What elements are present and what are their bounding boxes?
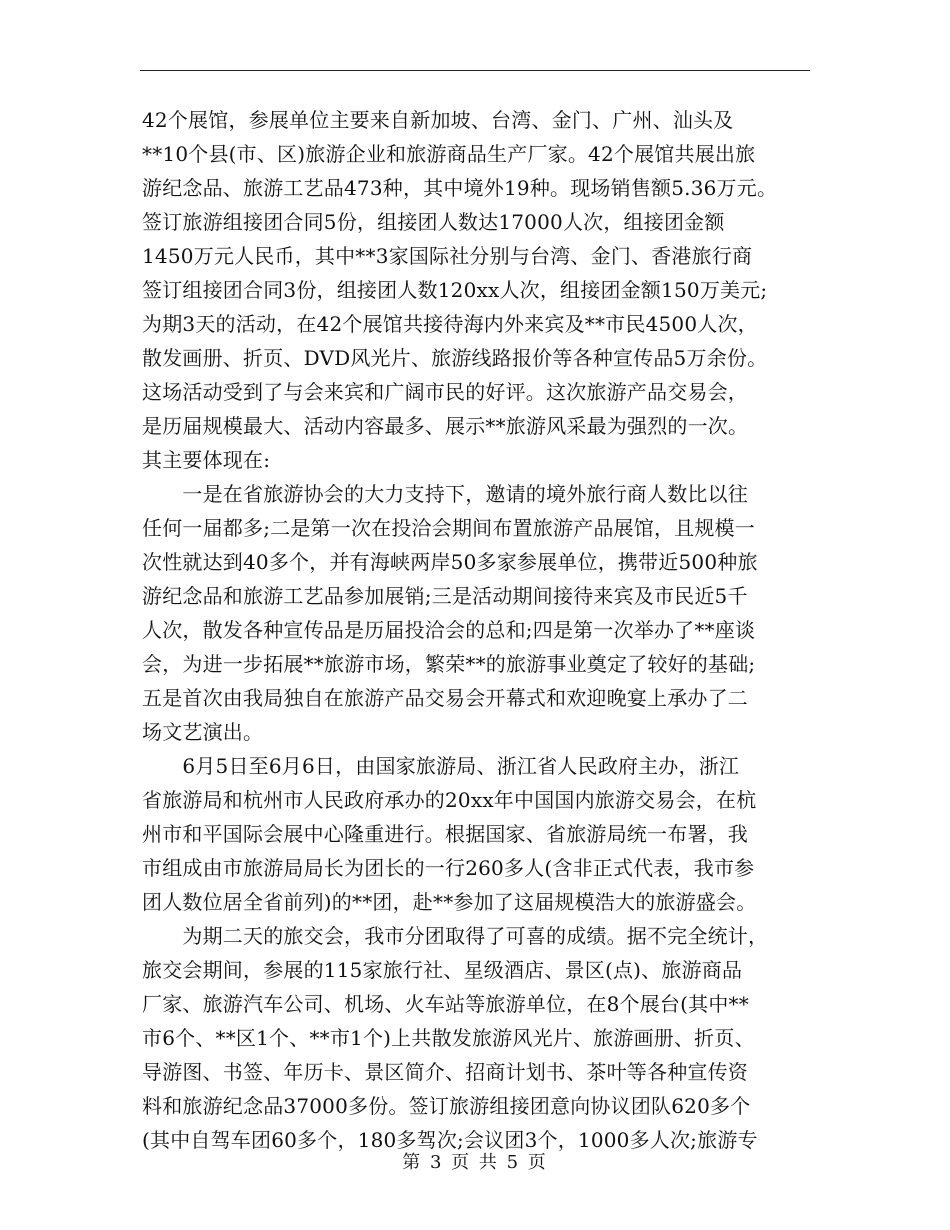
text-line: 市6个、**区1个、**市1个)上共散发旅游风光片、旅游画册、折页、 xyxy=(142,1026,755,1050)
text-line: 料和旅游纪念品37000多份。签订旅游组接团意向协议团队620多个 xyxy=(142,1094,751,1118)
header-rule xyxy=(140,70,810,71)
text-line: 次性就达到40多个，并有海峡两岸50多家参展单位，携带近500种旅 xyxy=(142,550,758,574)
text-line: 一是在省旅游协会的大力支持下，邀请的境外旅行商人数比以往 xyxy=(142,482,748,506)
text-line: 游纪念品和旅游工艺品参加展销;三是活动期间接待来宾及市民近5千 xyxy=(142,584,748,608)
text-line: 旅交会期间，参展的115家旅行社、星级酒店、景区(点)、旅游商品 xyxy=(142,958,743,982)
text-line: 任何一届都多;二是第一次在投洽会期间布置旅游产品展馆，且规模一 xyxy=(142,516,755,540)
text-line: 会，为进一步拓展**旅游市场，繁荣**的旅游事业奠定了较好的基础; xyxy=(142,652,756,676)
text-line: 签订旅游组接团合同5份，组接团人数达17000人次，组接团金额 xyxy=(142,210,725,234)
text-line: 这场活动受到了与会来宾和广阔市民的好评。这次旅游产品交易会， xyxy=(142,380,748,404)
text-line: 其主要体现在: xyxy=(142,448,271,472)
text-line: 是历届规模最大、活动内容最多、展示**旅游风采最为强烈的一次。 xyxy=(142,414,749,438)
text-line: 州市和平国际会展中心隆重进行。根据国家、省旅游局统一布署，我 xyxy=(142,822,748,846)
text-line: 6月5日至6月6日，由国家旅游局、浙江省人民政府主办，浙江 xyxy=(142,754,740,778)
text-line: 签订组接团合同3份，组接团人数120xx人次，组接团金额150万美元; xyxy=(142,278,768,302)
text-line: 场文艺演出。 xyxy=(142,720,264,744)
text-line: 省旅游局和杭州市人民政府承办的20xx年中国国内旅游交易会，在杭 xyxy=(142,788,757,812)
text-line: 五是首次由我局独自在旅游产品交易会开幕式和欢迎晚宴上承办了二 xyxy=(142,686,748,710)
text-line: 1450万元人民币，其中**3家国际社分别与台湾、金门、香港旅行商 xyxy=(142,244,753,268)
text-line: 人次，散发各种宣传品是历届投洽会的总和;四是第一次举办了**座谈 xyxy=(142,618,756,642)
text-line: 团人数位居全省前列)的**团，赴**参加了这届规模浩大的旅游盛会。 xyxy=(142,890,757,914)
text-line: **10个县(市、区)旅游企业和旅游商品生产厂家。42个展馆共展出旅 xyxy=(142,142,756,166)
text-line: 为期3天的活动，在42个展馆共接待海内外来宾及**市民4500人次， xyxy=(142,312,758,336)
text-line: 为期二天的旅交会，我市分团取得了可喜的成绩。据不完全统计， xyxy=(142,924,769,948)
text-line: 厂家、旅游汽车公司、机场、火车站等旅游单位，在8个展台(其中** xyxy=(142,992,749,1016)
page-footer: 第 3 页 共 5 页 xyxy=(402,1152,548,1173)
text-line: 导游图、书签、年历卡、景区简介、招商计划书、茶叶等各种宣传资 xyxy=(142,1060,748,1084)
text-line: 散发画册、折页、DVD风光片、旅游线路报价等各种宣传品5万余份。 xyxy=(142,346,768,370)
text-line: (其中自驾车团60多个，180多驾次;会议团3个，1000多人次;旅游专 xyxy=(142,1128,758,1152)
text-line: 市组成由市旅游局局长为团长的一行260多人(含非正式代表，我市参 xyxy=(142,856,755,880)
text-line: 游纪念品、旅游工艺品473种，其中境外19种。现场销售额5.36万元。 xyxy=(142,176,778,200)
text-line: 42个展馆，参展单位主要来自新加坡、台湾、金门、广州、汕头及 xyxy=(142,108,734,132)
document-body xyxy=(142,103,832,1157)
